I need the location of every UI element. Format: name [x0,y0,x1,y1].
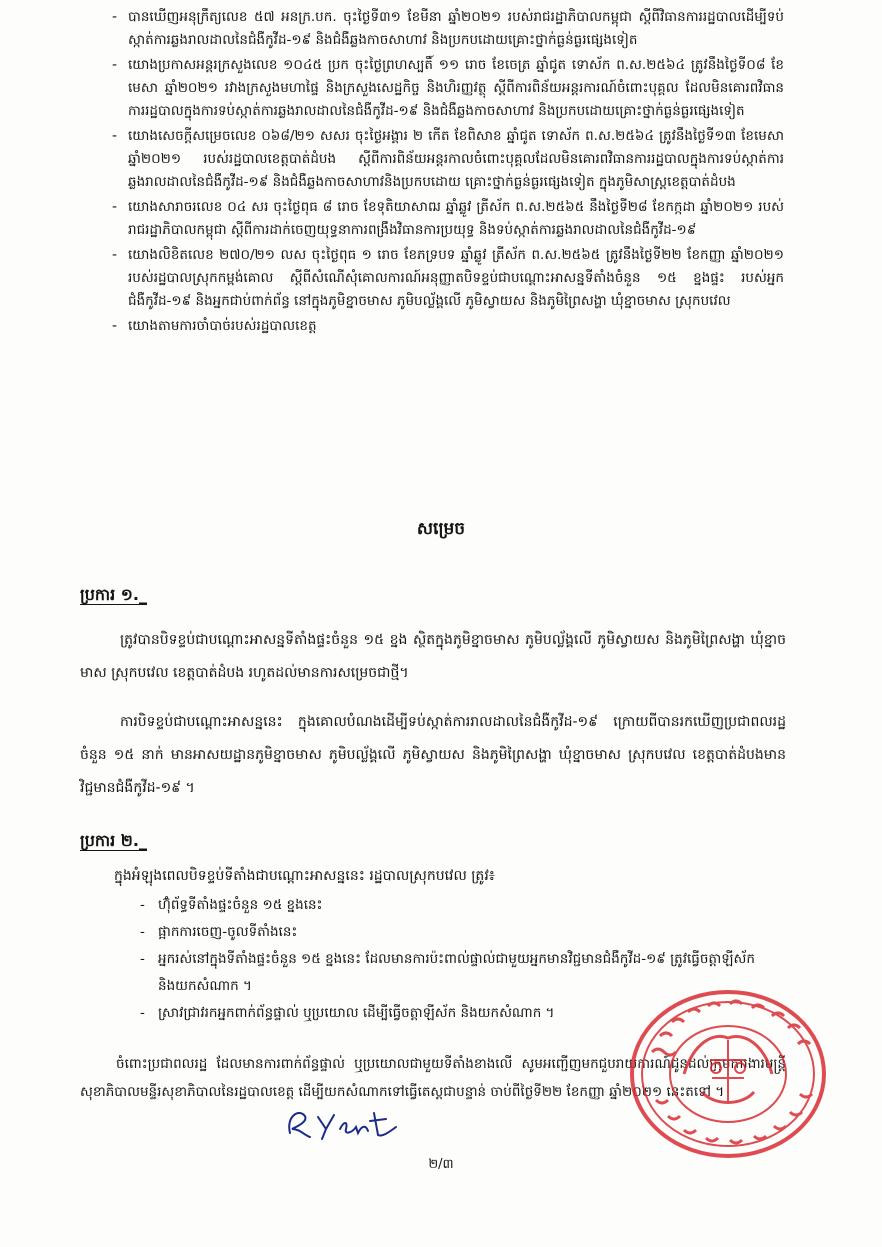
preamble-text: យោងសេចក្តីសម្រេចលេខ ០៦៨/២១ សសរ ចុះថ្ងៃអង្គារ ២ កើត ខែពិសាខ ឆ្នាំជូត ទោស័ក ព.ស.២៥៦៤ ត្រូវនឹងថ្ងៃទី១៣ ខែមេសា ឆ្នាំ២០២១ របស់រដ្ឋបាលខេត្តបាត់ដំបង ស្តីពីការពិន័យអន្តរកាលចំពោះបុគ្គលដែលមិនគោរពវិធានការរដ្ឋបាលក្នុងការទប់ស្កាត់ការឆ្លងរាលដាលនៃជំងឺកូវីដ-១៩ និងជំងឺឆ្លងកាចសាហាវនិងប្រកបដោយ គ្រោះថ្នាក់ធ្ងន់ធ្ងរផ្សេងទៀត ក្នុងភូមិសាស្ត្រខេត្តបាត់ដំបង [128,128,784,190]
preamble-item [112,6,784,52]
article-1-paragraph-1: ត្រូវបានបិទខ្ទប់ជាបណ្តោះអាសន្នទីតាំងផ្ទះចំនួន ១៥ ខ្នង ស្ថិតក្នុងភូមិខ្នាចមាស ភូមិបល្ល័ង្គលើ ភូមិស្វាយស និងភូមិព្រៃសង្ហា ឃុំខ្នាចមាស ស្រុកបវេល ខេត្តបាត់ដំបង រហូតដល់មានការសម្រេចជាថ្មី។ [80,632,786,681]
article-1-paragraph-2: ការបិទខ្ទប់ជាបណ្តោះអាសន្ននេះ ក្នុងគោលបំណងដើម្បីទប់ស្កាត់ការរាលដាលនៃជំងឺកូវីដ-១៩ ក្រោយពីបានរកឃើញប្រជាពលរដ្ឋ ចំនួន ១៥ នាក់ មានអាសយដ្ឋានភូមិខ្នាចមាស ភូមិបល្ល័ង្គលើ ភូមិស្វាយស និងភូមិព្រៃសង្ហា ឃុំខ្នាចមាស ស្រុកបវេល ខេត្តបាត់ដំបងមានវិជ្ជមានជំងឺកូវីដ-១៩ ។ [80,714,786,796]
list-item-text: ស្រាវជ្រាវរកអ្នកពាក់ព័ន្ធផ្ទាល់ ឬប្រយោល ដើម្បីធ្វើចត្តាឡីស័ក និងយកសំណាក ។ [158,1005,555,1021]
list-item [140,892,786,919]
bullet-dash: - [140,897,145,913]
preamble-text: យោងលិខិតលេខ ២៧០/២១ លស ចុះថ្ងៃពុធ ១ រោច ខែភទ្របទ ឆ្នាំឆ្លូវ ត្រីស័ក ព.ស.២៥៦៥ ត្រូវនឹងថ្ងៃទី២២ ខែកញ្ញា ឆ្នាំ២០២១ របស់រដ្ឋបាលស្រុកកម្ពង់គោល ស្តីពីសំណើសុំគោលការណ៍អនុញ្ញាតបិទខ្ទប់ជាបណ្តោះអាសន្នទីតាំងចំនួន ១៥ ខ្នងផ្ទះ របស់អ្នកជំងឺកូវីដ-១៩ និងអ្នកជាប់ពាក់ព័ន្ធ នៅក្នុងភូមិខ្នាចមាស ភូមិបល្ល័ង្គលើ ភូមិស្វាយស និងភូមិព្រៃសង្ហា ឃុំខ្នាចមាស ស្រុកបវេល [128,247,784,309]
bullet-dash: - [112,57,118,73]
preamble-item [112,54,784,123]
article-1-heading: ប្រការ ១._ [80,585,147,604]
preamble-list [112,6,784,340]
bullet-dash: - [112,9,118,25]
list-item-text: ហ៊ុំព័ទ្ធទីតាំងផ្ទះចំនួន ១៥ ខ្នងនេះ [158,897,323,913]
preamble-text: យោងតាមការចាំបាច់របស់រដ្ឋបាលខេត្ត [128,318,317,334]
bullet-dash: - [112,318,118,334]
preamble-text: យោងសារាចរលេខ ០៤ សរ ចុះថ្ងៃពុធ ៨ រោច ខែទុតិយាសាឍ ឆ្នាំឆ្លូវ ត្រីស័ក ព.ស.២៥៦៥ នឹងថ្ងៃទី២៨ ខែកក្កដា ឆ្នាំ២០២១ របស់រាជរដ្ឋាភិបាលកម្ពុជា ស្តីពីការដាក់ចេញយុទ្ធនាការពង្រឹងវិធានការប្រយុទ្ធ និងទប់ស្កាត់ការឆ្លងរាលដាលនៃជំងឺកូវីដ-១៩ [128,199,784,238]
list-item [140,919,786,946]
page-number: ២/៣ [428,1157,454,1172]
list-item-text: អ្នករស់នៅក្នុងទីតាំងផ្ទះចំនួន ១៥ ខ្នងនេះ ដែលមានការប៉ះពាល់ផ្ទាល់ជាមួយអ្នកមានវិជ្ជមានជំងឺកូវីដ-១៩ ត្រូវធ្វើចត្តាឡីស័ក និងយកសំណាក ។ [158,951,755,994]
article-2-intro: ក្នុងអំឡុងពេលបិទខ្ទប់ទីតាំងជាបណ្តោះអាសន្ននេះ រដ្ឋបាលស្រុកបវេល ត្រូវ៖ [114,868,495,884]
preamble-text: យោងប្រកាសអន្តរក្រសួងលេខ ១០៤៥ ប្រក ចុះថ្ងៃព្រហស្បតិ៍ ១១ រោច ខែចេត្រ ឆ្នាំជូត ទោស័ក ព.ស.២៥៦៤ ត្រូវនឹងថ្ងៃទី០៨ ខែមេសា ឆ្នាំ២០២១ រវាងក្រសួងមហាផ្ទៃ និងក្រសួងសេដ្ឋកិច្ច និងហិរញ្ញវត្ថុ ស្តីពីការពិន័យអន្តរការណ៍ចំពោះបុគ្គល ដែលមិនគោរពវិធានការរដ្ឋបាលក្នុងការទប់ស្កាត់ការឆ្លងរាលដាលនៃជំងឺកូវីដ-១៩ និងជំងឺឆ្លងកាចសាហាវ និងប្រកបដោយគ្រោះថ្នាក់ធ្ងន់ធ្ងរផ្សេងទៀត [128,57,784,119]
preamble-text: បានឃើញអនុក្រឹត្យលេខ ៥៧ អនក្រ.បក. ចុះថ្ងៃទី៣១ ខែមីនា ឆ្នាំ២០២១ របស់រាជរដ្ឋាភិបាលកម្ពុជា ស្តីពីវិធានការរដ្ឋបាលដើម្បីទប់ស្កាត់ការឆ្លងរាលដាលនៃជំងឺកូវីដ-១៩ និងជំងឺឆ្លងកាចសាហាវ និងប្រកបដោយគ្រោះថ្នាក់ធ្ងន់ធ្ងរផ្សេងទៀត [128,9,784,48]
official-seal-icon [622,982,832,1162]
bullet-dash: - [140,1005,145,1021]
article-2-heading: ប្រការ ២._ [80,831,147,850]
bullet-dash: - [112,247,118,263]
preamble-item [112,125,784,194]
preamble-item [112,315,784,338]
closing-paragraph: ចំពោះប្រជាពលរដ្ឋ ដែលមានការពាក់ព័ន្ធផ្ទាល់ ឬប្រយោលជាមួយទីតាំងខាងលើ សូមអញ្ជើញមកជួបរាយការណ៍ជូនដល់ក្រុមការងារមន្ត្រីសុខាភិបាលមន្ទីរសុខាភិបាលនៃរដ្ឋបាលខេត្ត ដើម្បីយកសំណាកទៅធ្វើតេស្តជាបន្ទាន់ ចាប់ពីថ្ងៃទី២២ ខែកញ្ញា ឆ្នាំ២០២១ នេះតទៅ ។ [80,1056,786,1100]
signature-icon [282,1103,402,1143]
decision-title: សម្រេច [416,519,466,539]
list-item-text: ផ្អាកការចេញ-ចូលទីតាំងនេះ [158,924,298,940]
bullet-dash: - [112,199,118,215]
bullet-dash: - [140,924,145,940]
bullet-dash: - [112,128,118,144]
preamble-item [112,196,784,242]
preamble-item [112,244,784,313]
bullet-dash: - [140,951,145,967]
